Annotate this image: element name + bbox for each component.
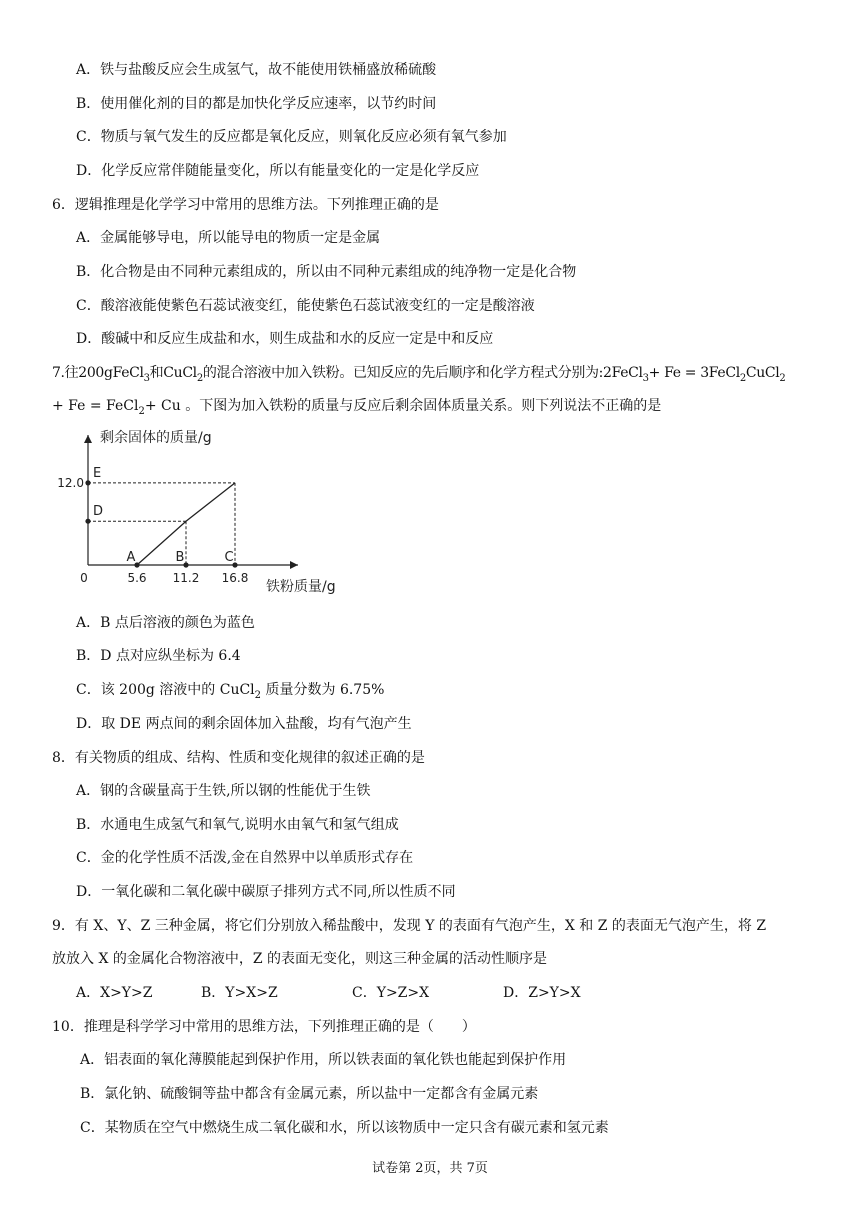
q8-option-d: D．一氧化碳和二氧化碳中碳原子排列方式不同,所以性质不同 xyxy=(76,884,456,900)
point-label-C: C xyxy=(224,550,234,565)
q8-option-c: C．金的化学性质不活泼,金在自然界中以单质形式存在 xyxy=(76,850,414,866)
y-axis-arrow xyxy=(84,435,92,443)
point-label-E: E xyxy=(93,465,102,481)
q7-stem-line1: 7.往200gFeCl$_3$和CuCl$_2$的混合溶液中加入铁粉。已知反应的先后顺序和化学方程式分别为:2FeCl$_3$+ Fe = 3FeCl$_2$CuCl$_2$ xyxy=(52,365,786,384)
q6-option-d: D．酸碱中和反应生成盐和水，则生成盐和水的反应一定是中和反应 xyxy=(76,331,494,347)
origin-label: 0 xyxy=(80,571,88,585)
q10-option-b: B．氯化钠、硫酸铜等盐中都含有金属元素，所以盐中一定都含有金属元素 xyxy=(80,1086,539,1102)
y-axis-label: 剩余固体的质量/g xyxy=(100,430,212,446)
x-tick-label-0: 5.6 xyxy=(127,571,147,585)
chart-guide-lines xyxy=(88,483,235,565)
q9-option-d: D．Z>Y>X xyxy=(503,985,581,1001)
q9-option-b: B．Y>X>Z xyxy=(201,985,278,1001)
q9-option-a: A．X>Y>Z xyxy=(76,985,153,1001)
q7-option-b: B．D 点对应纵坐标为 6.4 xyxy=(76,648,241,664)
q7-option-c: C．该 200g 溶液中的 CuCl$_2$ 质量分数为 6.75% xyxy=(76,682,385,701)
x-axis-label: 铁粉质量/g xyxy=(266,579,336,595)
q6-option-c: C．酸溶液能使紫色石蕊试液变红，能使紫色石蕊试液变红的一定是酸溶液 xyxy=(76,298,535,314)
point-label-B: B xyxy=(175,550,185,565)
q5-option-a: A．铁与盐酸反应会生成氢气，故不能使用铁桶盛放稀硫酸 xyxy=(76,62,437,78)
chart-points xyxy=(85,480,237,567)
x-tick-label-1: 11.2 xyxy=(172,571,200,585)
q6-stem: 6．逻辑推理是化学学习中常用的思维方法。下列推理正确的是 xyxy=(52,197,439,213)
x-axis-arrow xyxy=(290,561,298,569)
chart-axes xyxy=(84,435,298,569)
q7-option-a: A．B 点后溶液的颜色为蓝色 xyxy=(76,615,255,631)
q8-option-b: B．水通电生成氢气和氧气,说明水由氧气和氢气组成 xyxy=(76,817,399,833)
x-tick-label-2: 16.8 xyxy=(221,571,249,585)
q9-option-c: C．Y>Z>X xyxy=(352,985,430,1001)
point-D xyxy=(85,519,90,524)
q6-option-a: A．金属能够导电，所以能导电的物质一定是金属 xyxy=(76,230,381,246)
chart-labels xyxy=(57,429,335,595)
q8-option-a: A．钢的含碳量高于生铁,所以钢的性能优于生铁 xyxy=(76,783,371,799)
q5-option-d: D．化学反应常伴随能量变化，所以有能量变化的一定是化学反应 xyxy=(76,163,480,179)
q8-stem: 8．有关物质的组成、结构、性质和变化规律的叙述正确的是 xyxy=(52,750,425,766)
point-E xyxy=(85,480,90,485)
q9-stem-line2: 放放入 X 的金属化合物溶液中，Z 的表面无变化，则这三种金属的活动性顺序是 xyxy=(52,951,548,967)
point-label-A: A xyxy=(126,550,136,565)
q5-option-c: C．物质与氧气发生的反应都是氧化反应，则氧化反应必须有氧气参加 xyxy=(76,129,507,145)
q10-option-a: A．铝表面的氧化薄膜能起到保护作用，所以铁表面的氧化铁也能起到保护作用 xyxy=(80,1052,567,1068)
page-footer: 试卷第 2页，共 7页 xyxy=(372,1161,488,1176)
q7-option-d: D．取 DE 两点间的剩余固体加入盐酸，均有气泡产生 xyxy=(76,716,412,732)
point-label-D: D xyxy=(93,504,104,520)
q7-chart xyxy=(48,428,336,603)
q5-option-b: B．使用催化剂的目的都是加快化学反应速率，以节约时间 xyxy=(76,96,437,112)
q9-stem-line1: 9．有 X、Y、Z 三种金属，将它们分别放入稀盐酸中，发现 Y 的表面有气泡产生，X 和 Z 的表面无气泡产生，将 Z xyxy=(52,918,767,934)
q7-stem-line2: + Fe = FeCl$_2$+ Cu 。下图为加入铁粉的质量与反应后剩余固体质量关系。则下列说法不正确的是 xyxy=(52,398,662,417)
q10-option-c: C．某物质在空气中燃烧生成二氧化碳和水，所以该物质中一定只含有碳元素和氢元素 xyxy=(80,1120,609,1136)
q6-option-b: B．化合物是由不同种元素组成的，所以由不同种元素组成的纯净物一定是化合物 xyxy=(76,264,577,280)
q10-stem: 10．推理是科学学习中常用的思维方法，下列推理正确的是（ ） xyxy=(52,1019,476,1035)
y-tick-label-0: 12.0 xyxy=(57,475,84,490)
